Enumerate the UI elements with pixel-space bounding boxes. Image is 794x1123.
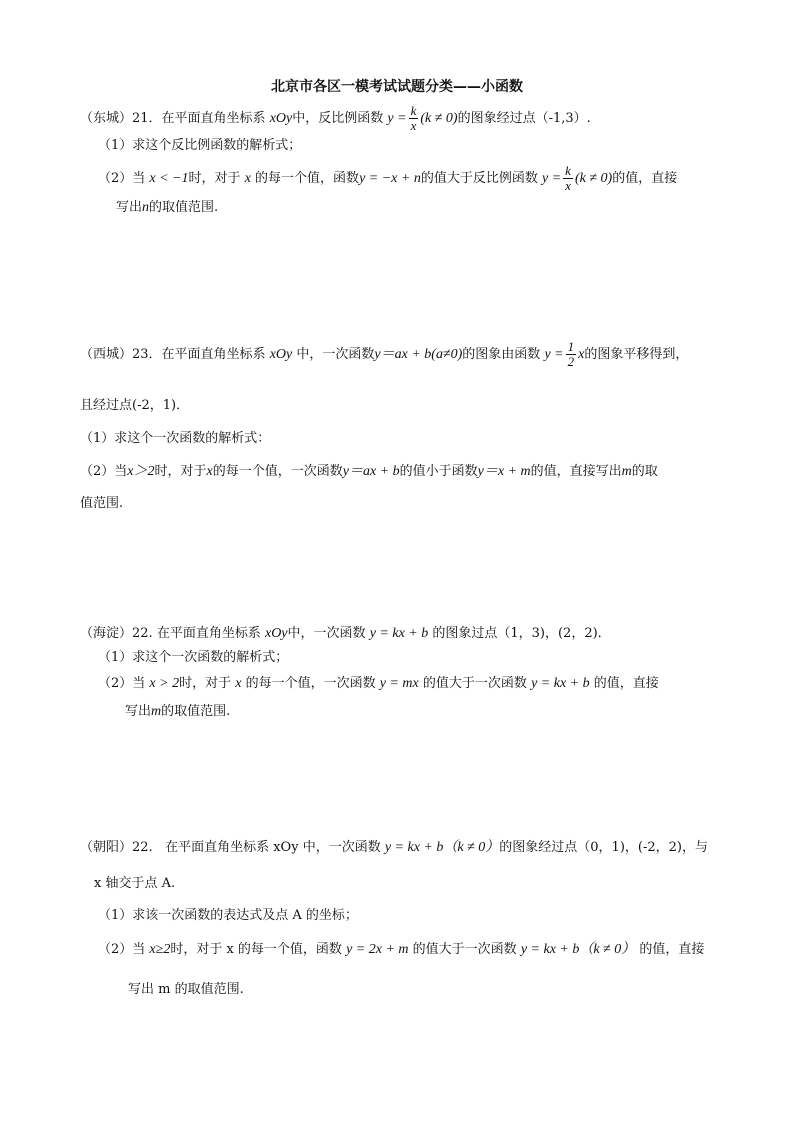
q2-part-2: （2）当x＞2时，对于x的每一个值，一次函数y＝ax + b的值小于函数y＝x + m的值，直接写出m的取 <box>80 464 658 479</box>
q2-stem: （西城）23．在平面直角坐标系 xOy 中，一次函数y＝ax + b(a≠0)的图象由函数 y = $\frac{1}{2}$ x的图象平移得到， <box>80 339 689 369</box>
fraction-one-half: $\frac{1}{2}$ <box>567 339 575 369</box>
q1-source: （东城）21． <box>80 111 162 126</box>
q3-part-2: （2）当 x > 2时，对于 x 的每一个值，一次函数 y = mx 的值大于一次函数 y = kx + b 的值，直接 <box>98 676 659 691</box>
q3-part-2-cont: 写出m的取值范围. <box>125 704 231 719</box>
q1-stem: （东城）21．在平面直角坐标系 xOy中，反比例函数 y = $\frac{k}{x}$ (k ≠ 0)的图象经过点（-1,3）. <box>80 103 591 133</box>
fraction-k-over-x: $\frac{k}{x}$ <box>565 163 571 193</box>
q1-part-1: （1）求这个反比例函数的解析式； <box>98 138 302 153</box>
q2-stem-cont: 且经过点(-2，1)． <box>80 398 190 413</box>
q3-source: （海淀）22. <box>80 626 153 641</box>
page-title: 北京市各区一模考试试题分类——小函数 <box>271 79 523 95</box>
q4-part-2-cont: 写出 m 的取值范围. <box>128 982 244 997</box>
q4-part-2: （2）当 x≥2时，对于 x 的每一个值，函数 y = 2x + m 的值大于一次函数 y = kx + b（k ≠ 0） 的值，直接 <box>98 942 705 957</box>
q3-part-1: （1）求这个一次函数的解析式； <box>98 650 289 665</box>
q4-stem: （朝阳）22. 在平面直角坐标系 xOy 中，一次函数 y = kx + b（k ≠ 0）的图象经过点（0，1)，(-2，2)，与 <box>80 840 708 855</box>
q2-part-2-cont: 值范围. <box>80 496 124 511</box>
q2-part-1: （1）求这个一次函数的解析式： <box>80 431 271 446</box>
q1-part-2-cont: 写出n的取值范围. <box>116 200 219 215</box>
q1-part-2: （2）当 x < −1时，对于 x 的每一个值，函数y = −x + n的值大于反比例函数 y = $\frac{k}{x}$ (k ≠ 0)的值，直接 <box>98 163 678 193</box>
q2-source: （西城）23． <box>80 347 162 362</box>
q3-stem: （海淀）22. 在平面直角坐标系 xOy中，一次函数 y = kx + b 的图象过点（1，3)，(2，2)． <box>80 626 611 641</box>
fraction-k-over-x: $\frac{k}{x}$ <box>410 103 417 133</box>
q4-stem-cont: x 轴交于点 A. <box>94 876 176 891</box>
coordinate-system: xOy <box>269 111 293 126</box>
q4-source: （朝阳）22. <box>80 840 153 855</box>
q4-part-1: （1）求该一次函数的表达式及点 A 的坐标； <box>98 908 358 923</box>
